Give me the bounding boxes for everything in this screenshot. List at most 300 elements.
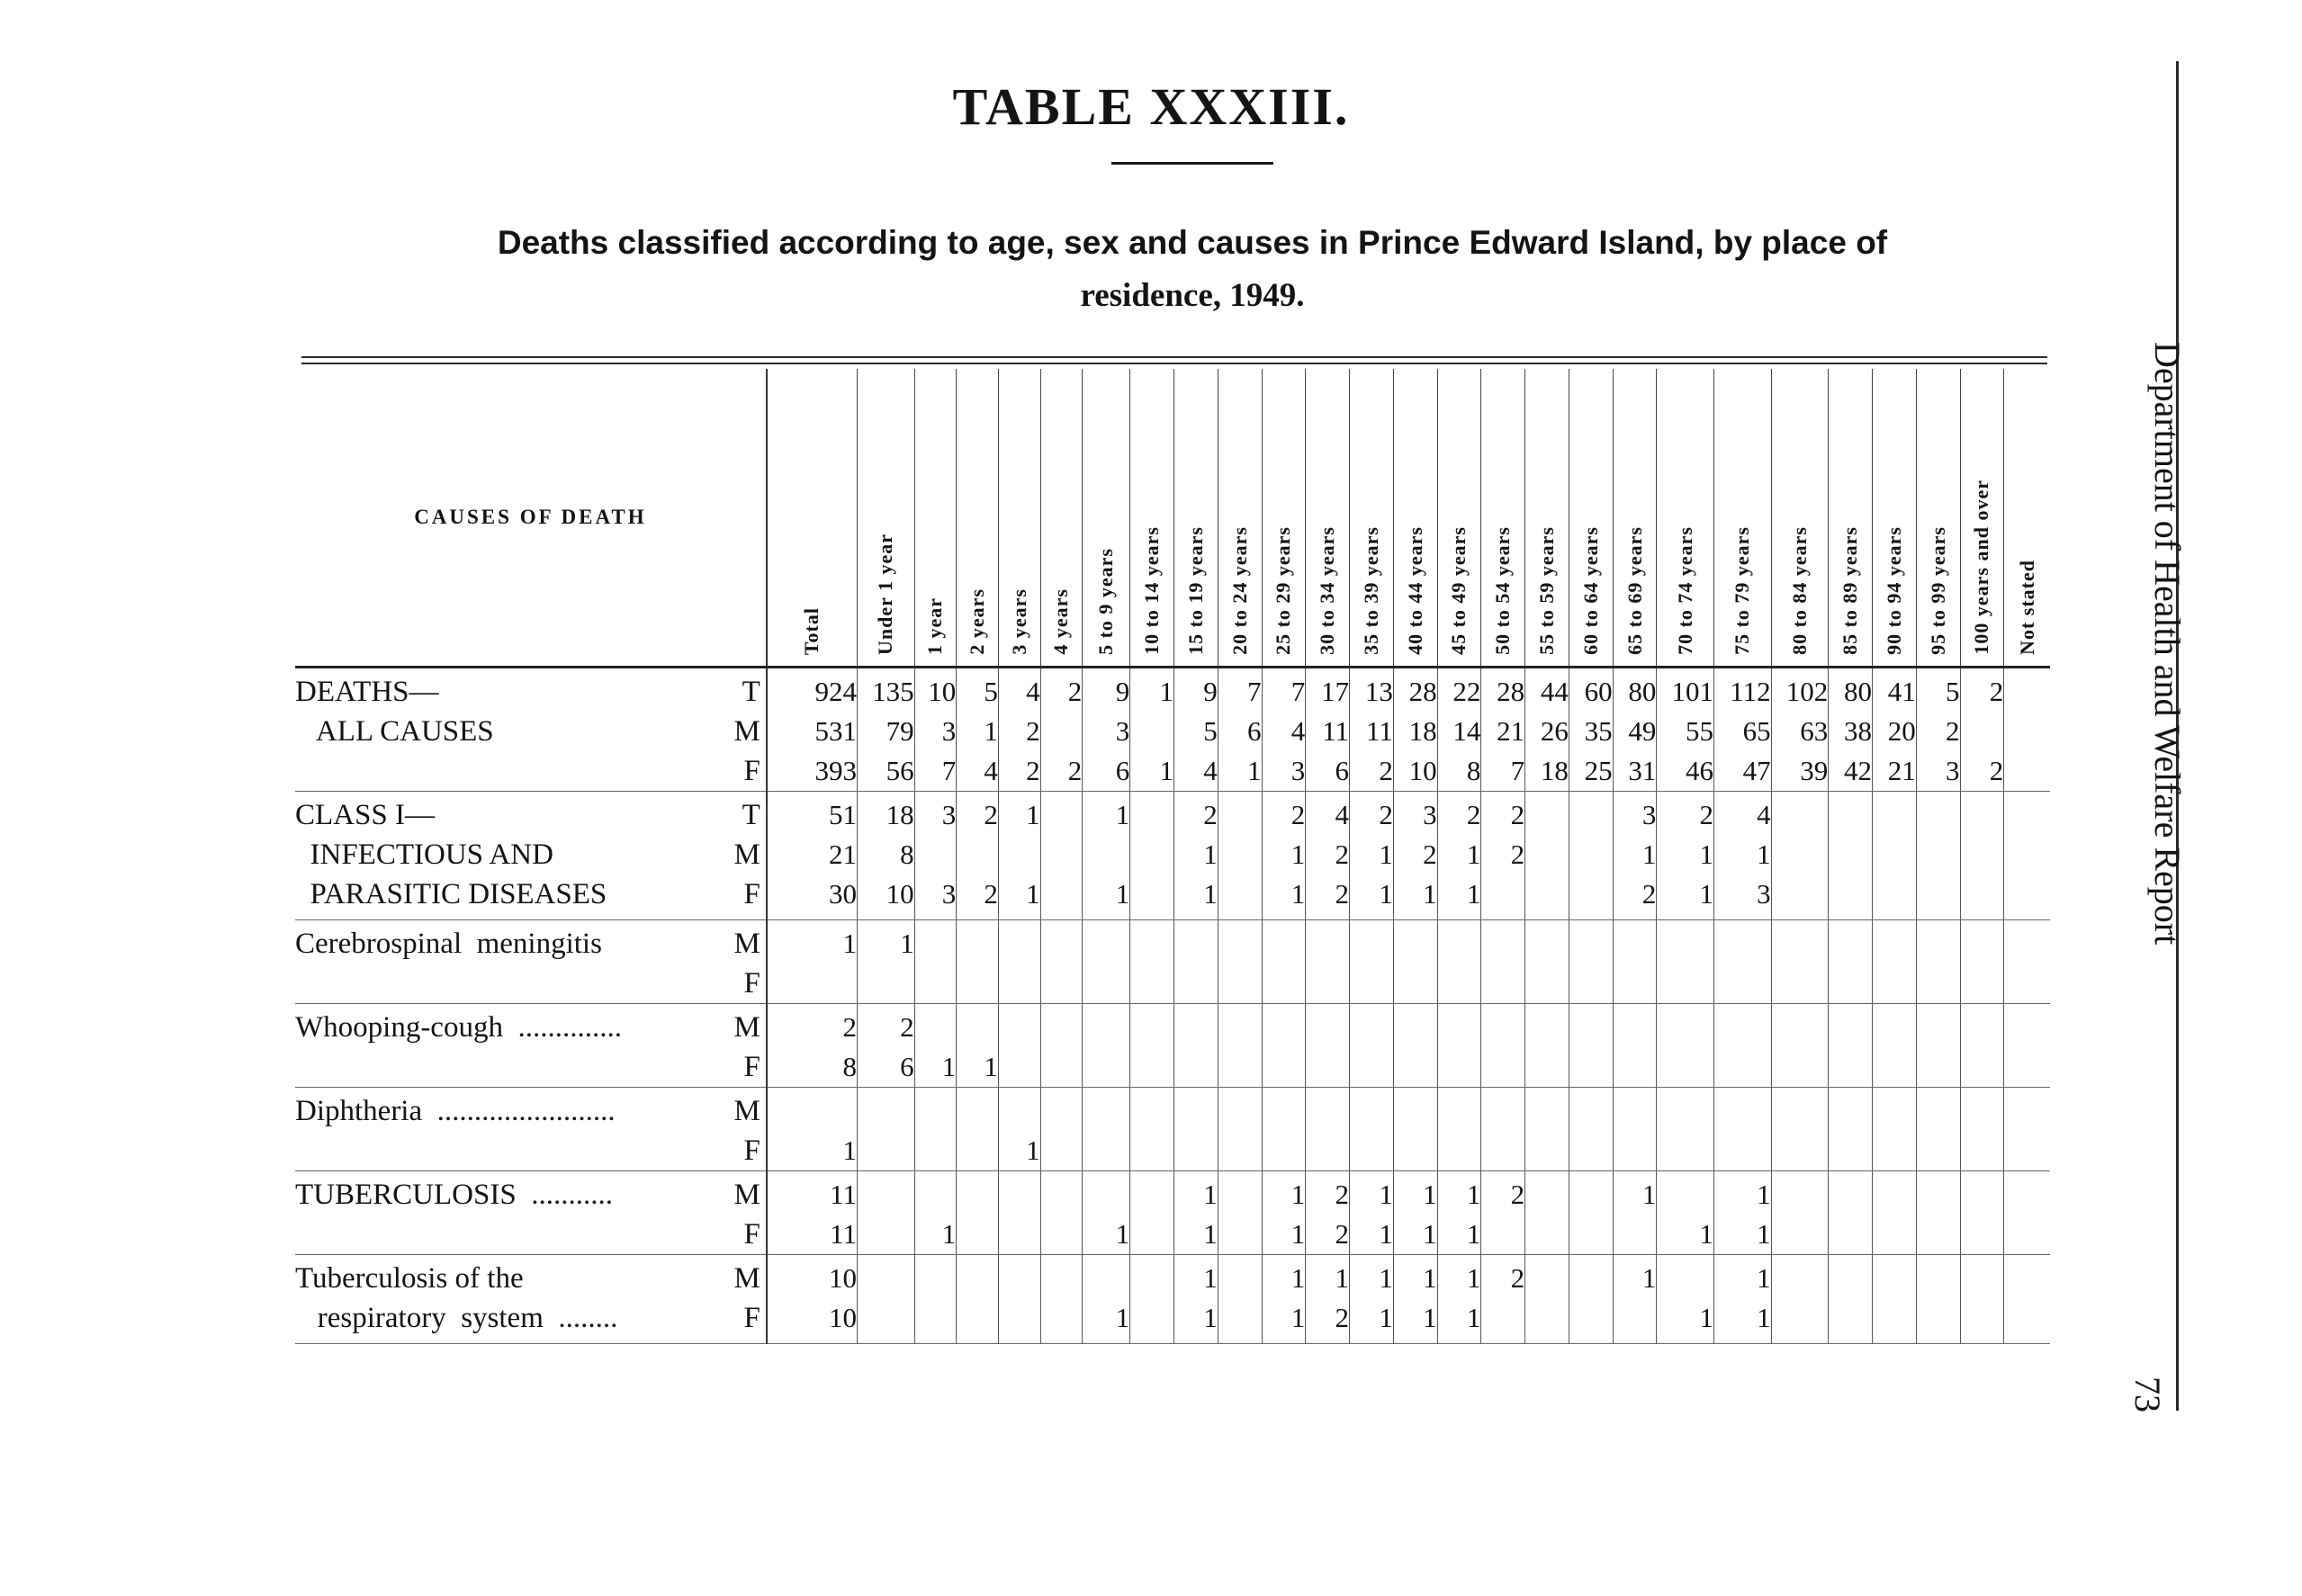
cell-value <box>1306 964 1349 1003</box>
cell-value: 2 <box>1989 676 2004 707</box>
value-cell <box>1040 792 1083 920</box>
sex-flag: F <box>743 967 760 1000</box>
cell-value <box>1614 1131 1657 1170</box>
cell-value <box>1961 964 2004 1003</box>
cell-value <box>1772 1047 1829 1087</box>
cell-value: 47 <box>1742 755 1771 786</box>
sex-flag: M <box>733 928 760 960</box>
value-cell <box>1481 920 1525 1004</box>
value-cell <box>1350 668 1394 792</box>
cell-value: 1 <box>1423 1302 1437 1333</box>
cause-label-line: TUBERCULOSIS ........... <box>295 1179 613 1211</box>
cell-value <box>1873 1215 1916 1254</box>
column-header <box>1437 369 1481 668</box>
cell-value <box>1873 1298 1916 1338</box>
cell-value <box>915 835 957 874</box>
value-cell <box>1262 1255 1306 1344</box>
value-cell <box>1173 792 1218 920</box>
cell-value <box>1130 1298 1173 1338</box>
cell-value <box>1130 1215 1173 1254</box>
cell-value <box>2004 1175 2050 1215</box>
cell-value: 20 <box>1887 715 1916 747</box>
cell-value <box>1873 795 1916 835</box>
cell-value: 2 <box>984 799 998 830</box>
value-cell <box>1393 792 1437 920</box>
value-cell <box>1829 792 1873 920</box>
cell-value: 79 <box>886 715 914 747</box>
value-cell <box>1306 1171 1350 1255</box>
cell-value: 2 <box>1989 755 2004 786</box>
column-header-label: 100 years and over <box>1970 480 1993 655</box>
cell-value: 11 <box>830 1218 858 1250</box>
value-cell <box>1873 668 1917 792</box>
cell-value <box>1569 1008 1613 1047</box>
cell-value: 9 <box>1115 676 1130 707</box>
cell-value <box>1218 1047 1262 1087</box>
sex-flag: T <box>742 676 760 708</box>
cell-value: 2 <box>1641 878 1657 910</box>
cell-value <box>1829 874 1872 914</box>
cell-value: 531 <box>814 715 858 747</box>
cell-value <box>1873 924 1916 964</box>
sex-flag: F <box>743 1051 760 1083</box>
cause-label-line: Cerebrospinal meningitis <box>295 928 602 960</box>
cell-value <box>1130 874 1173 914</box>
column-header-label: 70 to 74 years <box>1673 526 1696 655</box>
value-cell <box>1437 668 1481 792</box>
cell-value: 6 <box>1115 755 1130 786</box>
cell-value <box>2004 1298 2050 1338</box>
cell-value: 1 <box>1159 676 1173 707</box>
column-header <box>1306 369 1350 668</box>
value-cell <box>1218 1171 1262 1255</box>
cell-value <box>957 1175 998 1215</box>
value-cell <box>998 668 1040 792</box>
cell-value <box>1041 1259 1083 1298</box>
cell-value <box>858 1175 914 1215</box>
value-cell <box>957 668 999 792</box>
cell-value <box>2004 751 2050 791</box>
sex-flag: M <box>733 715 760 748</box>
cell-value: 2 <box>1067 676 1083 707</box>
cell-value <box>1041 1215 1083 1254</box>
value-cell <box>1916 1171 1960 1255</box>
value-cell <box>957 1171 999 1255</box>
cell-value <box>957 1215 998 1254</box>
cell-value <box>1657 1008 1713 1047</box>
cause-group-row <box>295 1004 2050 1088</box>
cell-value <box>1873 1175 1916 1215</box>
cell-value: 41 <box>1887 676 1916 707</box>
cell-value <box>858 1215 914 1254</box>
value-cell <box>1393 668 1437 792</box>
cell-value <box>1961 924 2004 964</box>
cell-value: 18 <box>1408 715 1437 747</box>
cell-value: 1 <box>984 715 998 747</box>
cell-value: 1 <box>1466 1179 1481 1210</box>
value-cell <box>1960 1171 2004 1255</box>
cell-value <box>1657 964 1713 1003</box>
value-cell <box>1873 1088 1917 1171</box>
cell-value: 924 <box>814 676 858 707</box>
cell-value <box>1306 1131 1349 1170</box>
cell-value: 63 <box>1800 715 1829 747</box>
cell-value: 1 <box>1203 1262 1218 1294</box>
cell-value <box>1130 964 1173 1003</box>
cell-value: 8 <box>1466 755 1481 786</box>
value-cell <box>1525 1171 1569 1255</box>
cell-value <box>1438 1047 1481 1087</box>
cell-value <box>2004 1215 2050 1254</box>
cell-value <box>1174 964 1218 1003</box>
column-header-label: 1 year <box>923 596 947 655</box>
cause-label-line: PARASITIC DISEASES <box>295 878 607 910</box>
cell-value: 4 <box>1335 799 1350 830</box>
cell-value: 4 <box>1757 799 1771 830</box>
sex-flag: M <box>733 1179 760 1211</box>
cell-value <box>1614 1047 1657 1087</box>
value-cell <box>1960 1255 2004 1344</box>
value-cell <box>858 1255 915 1344</box>
value-cell <box>1040 1255 1083 1344</box>
value-cell <box>1569 1255 1613 1344</box>
cell-value <box>2004 924 2050 964</box>
column-header <box>2004 369 2050 668</box>
cell-value: 1 <box>1379 1262 1393 1294</box>
cell-value: 1 <box>1757 838 1771 870</box>
cell-value: 1 <box>1423 1262 1437 1294</box>
cell-value <box>1263 964 1306 1003</box>
cell-value <box>1218 1091 1262 1131</box>
cell-value <box>999 835 1040 874</box>
cell-value <box>1569 1131 1613 1170</box>
cell-value: 1 <box>1290 838 1306 870</box>
cell-value: 112 <box>1730 676 1771 707</box>
value-cell <box>1960 1004 2004 1088</box>
cell-value: 25 <box>1584 755 1613 786</box>
cell-value: 7 <box>941 755 957 786</box>
cell-value <box>1525 1298 1569 1338</box>
cell-value: 2 <box>1026 715 1040 747</box>
column-header-label: 2 years <box>966 588 989 655</box>
cell-value <box>1569 795 1613 835</box>
value-cell <box>1657 1004 1714 1088</box>
cell-value: 21 <box>829 838 858 870</box>
cell-value <box>1083 964 1129 1003</box>
value-cell <box>1130 1255 1174 1344</box>
cell-value <box>1829 1131 1872 1170</box>
cell-value <box>1438 964 1481 1003</box>
value-cell <box>1437 920 1481 1004</box>
cell-value: 60 <box>1584 676 1613 707</box>
cell-value: 1 <box>941 1051 957 1082</box>
cell-value <box>915 1008 957 1047</box>
value-cell <box>957 920 999 1004</box>
cell-value <box>1829 1175 1872 1215</box>
value-cell <box>1771 1004 1829 1088</box>
value-cell <box>1306 1088 1350 1171</box>
cell-value: 1 <box>1203 1179 1218 1210</box>
cell-value <box>1130 1131 1173 1170</box>
value-cell <box>1916 668 1960 792</box>
value-cell <box>2004 1004 2050 1088</box>
cell-value: 1 <box>1466 1302 1481 1333</box>
cell-value: 55 <box>1686 715 1714 747</box>
cell-value: 5 <box>984 676 998 707</box>
cell-value: 1 <box>1379 838 1393 870</box>
value-cell <box>1173 1088 1218 1171</box>
cell-value: 1 <box>1423 1179 1437 1210</box>
cell-value <box>1041 1008 1083 1047</box>
cell-value <box>1829 795 1872 835</box>
cell-value <box>768 1091 857 1131</box>
column-header-label: 15 to 19 years <box>1183 526 1207 655</box>
value-cell <box>1393 1171 1437 1255</box>
cell-value: 10 <box>829 1302 858 1333</box>
value-cell <box>1218 668 1262 792</box>
value-cell <box>1350 1255 1394 1344</box>
cell-value: 2 <box>984 878 998 910</box>
value-cell <box>914 1171 957 1255</box>
cell-value <box>1218 1298 1262 1338</box>
cell-value <box>1083 1259 1129 1298</box>
cell-value: 3 <box>1423 799 1437 830</box>
cell-value: 56 <box>886 755 914 786</box>
cell-value <box>1394 964 1437 1003</box>
column-header <box>914 369 957 668</box>
cell-value: 1 <box>1026 799 1040 830</box>
cell-value <box>1961 1008 2004 1047</box>
cell-value <box>1041 712 1083 751</box>
cell-value <box>1772 874 1829 914</box>
cell-value <box>1829 1008 1872 1047</box>
value-cell <box>1916 1255 1960 1344</box>
sex-flag: M <box>733 1095 760 1127</box>
value-cell <box>1437 1088 1481 1171</box>
column-header-label: 75 to 79 years <box>1731 526 1754 655</box>
cell-value: 21 <box>1887 755 1916 786</box>
cell-value: 1 <box>1641 1179 1657 1210</box>
cell-value: 3 <box>1641 799 1657 830</box>
value-cell <box>1262 668 1306 792</box>
cell-value <box>1569 835 1613 874</box>
value-cell <box>1481 792 1525 920</box>
cell-value: 2 <box>1203 799 1218 830</box>
value-cell <box>2004 1171 2050 1255</box>
value-cell <box>1393 920 1437 1004</box>
value-cell <box>1829 1171 1873 1255</box>
cell-value: 1 <box>1203 878 1218 910</box>
cell-value: 5 <box>1946 676 1960 707</box>
value-cell <box>858 668 915 792</box>
cell-value: 4 <box>1290 715 1306 747</box>
cell-value <box>1083 1008 1129 1047</box>
cell-value <box>915 1298 957 1338</box>
column-header <box>1771 369 1829 668</box>
cell-value <box>858 1298 914 1338</box>
value-cell <box>1218 1088 1262 1171</box>
cell-value <box>1961 874 2004 914</box>
cell-value: 8 <box>900 838 914 870</box>
value-cell <box>1829 920 1873 1004</box>
cell-value <box>999 1175 1040 1215</box>
value-cell <box>858 1171 915 1255</box>
value-cell <box>914 1004 957 1088</box>
sex-flag: F <box>743 1134 760 1167</box>
cell-value: 2 <box>1510 1262 1525 1294</box>
value-cell <box>1657 792 1714 920</box>
cell-value <box>1614 964 1657 1003</box>
cell-value <box>1525 1047 1569 1087</box>
value-cell <box>1130 792 1174 920</box>
cell-value <box>1917 1298 1960 1338</box>
cell-value: 14 <box>1452 715 1481 747</box>
value-cell <box>1481 1171 1525 1255</box>
cell-value <box>1041 795 1083 835</box>
cell-value <box>1569 874 1613 914</box>
value-cell <box>858 1004 915 1088</box>
cell-value <box>858 1259 914 1298</box>
cell-value: 4 <box>984 755 998 786</box>
cell-value <box>1917 795 1960 835</box>
cell-value <box>1772 1091 1829 1131</box>
cell-value: 135 <box>872 676 914 707</box>
cell-value <box>1218 1259 1262 1298</box>
cell-value <box>1961 1259 2004 1298</box>
cell-value <box>1525 835 1569 874</box>
cell-value <box>1772 1259 1829 1298</box>
cell-value: 3 <box>1946 755 1960 786</box>
sex-flag: F <box>743 755 760 787</box>
cell-value <box>1083 1131 1129 1170</box>
sex-flag: M <box>733 1011 760 1044</box>
value-cell <box>1350 1088 1394 1171</box>
cell-value <box>1083 1047 1129 1087</box>
cell-value: 1 <box>1757 1262 1771 1294</box>
value-cell <box>957 1255 999 1344</box>
value-cell <box>767 1088 858 1171</box>
value-cell <box>1916 920 1960 1004</box>
cell-value <box>1083 1091 1129 1131</box>
cell-value <box>1569 1259 1613 1298</box>
value-cell <box>1350 1004 1394 1088</box>
cell-value <box>1657 1259 1713 1298</box>
cell-value <box>1714 964 1771 1003</box>
cell-value <box>957 1131 998 1170</box>
value-cell <box>1714 1088 1772 1171</box>
cell-value: 7 <box>1247 676 1262 707</box>
column-header <box>1173 369 1218 668</box>
value-cell <box>1657 668 1714 792</box>
value-cell <box>767 1255 858 1344</box>
cell-value <box>1714 924 1771 964</box>
cell-value: 26 <box>1540 715 1569 747</box>
cell-value: 1 <box>1423 1218 1437 1250</box>
value-cell <box>858 1088 915 1171</box>
cell-value: 28 <box>1408 676 1437 707</box>
cell-value <box>1481 1047 1524 1087</box>
cell-value <box>1306 924 1349 964</box>
value-cell <box>1393 1004 1437 1088</box>
cell-value <box>999 1298 1040 1338</box>
value-cell <box>1569 792 1613 920</box>
cell-value: 18 <box>1540 755 1569 786</box>
cell-value <box>1657 1131 1713 1170</box>
cell-value <box>1218 874 1262 914</box>
cell-value <box>1525 795 1569 835</box>
cell-value: 35 <box>1584 715 1613 747</box>
cell-value <box>999 1215 1040 1254</box>
cell-value <box>1174 924 1218 964</box>
cell-value <box>999 964 1040 1003</box>
value-cell <box>998 1004 1040 1088</box>
cell-value <box>2004 835 2050 874</box>
value-cell <box>1829 1088 1873 1171</box>
cell-value: 1 <box>1379 1179 1393 1210</box>
table-title: TABLE XXXIII. <box>952 77 1350 136</box>
cell-value <box>1394 1047 1437 1087</box>
cell-value: 7 <box>1290 676 1306 707</box>
cell-value <box>1481 964 1524 1003</box>
top-double-rule-2 <box>301 363 2047 364</box>
cell-value: 1 <box>1115 878 1130 910</box>
cell-value: 7 <box>1510 755 1525 786</box>
cell-value: 39 <box>1800 755 1829 786</box>
cell-value <box>915 924 957 964</box>
cell-value <box>1350 1131 1393 1170</box>
cell-value: 2 <box>1379 755 1393 786</box>
cell-value <box>1569 1175 1613 1215</box>
cell-value: 393 <box>814 755 858 786</box>
value-cell <box>1218 1004 1262 1088</box>
value-cell <box>1040 1088 1083 1171</box>
value-cell <box>1350 920 1394 1004</box>
cause-cell <box>295 668 767 792</box>
value-cell <box>1262 792 1306 920</box>
column-header-label: 25 to 29 years <box>1272 526 1295 655</box>
value-cell <box>1437 792 1481 920</box>
value-cell <box>1916 1088 1960 1171</box>
value-cell <box>1130 920 1174 1004</box>
cell-value: 1 <box>1641 1262 1657 1294</box>
value-cell <box>1083 1004 1130 1088</box>
value-cell <box>957 1004 999 1088</box>
cell-value <box>2004 1259 2050 1298</box>
value-cell <box>1613 1171 1657 1255</box>
cell-value: 2 <box>1335 1302 1350 1333</box>
cell-value: 1 <box>1290 878 1306 910</box>
cell-value <box>2004 1047 2050 1087</box>
cell-value <box>1829 1091 1872 1131</box>
value-cell <box>1525 1004 1569 1088</box>
cell-value <box>999 924 1040 964</box>
cell-value <box>915 1259 957 1298</box>
sex-flag: M <box>733 1262 760 1295</box>
cell-value <box>2004 874 2050 914</box>
cell-value <box>1714 1091 1771 1131</box>
cell-value <box>1174 1047 1218 1087</box>
cell-value: 1 <box>1466 1262 1481 1294</box>
column-header-label: 95 to 99 years <box>1926 526 1949 655</box>
cell-value: 1 <box>1423 878 1437 910</box>
cell-value: 11 <box>830 1179 858 1210</box>
cell-value <box>1438 1008 1481 1047</box>
cell-value <box>1218 924 1262 964</box>
cause-label-line: DEATHS— <box>295 676 439 708</box>
column-header <box>1569 369 1613 668</box>
value-cell <box>1916 792 1960 920</box>
cell-value <box>1829 1215 1872 1254</box>
